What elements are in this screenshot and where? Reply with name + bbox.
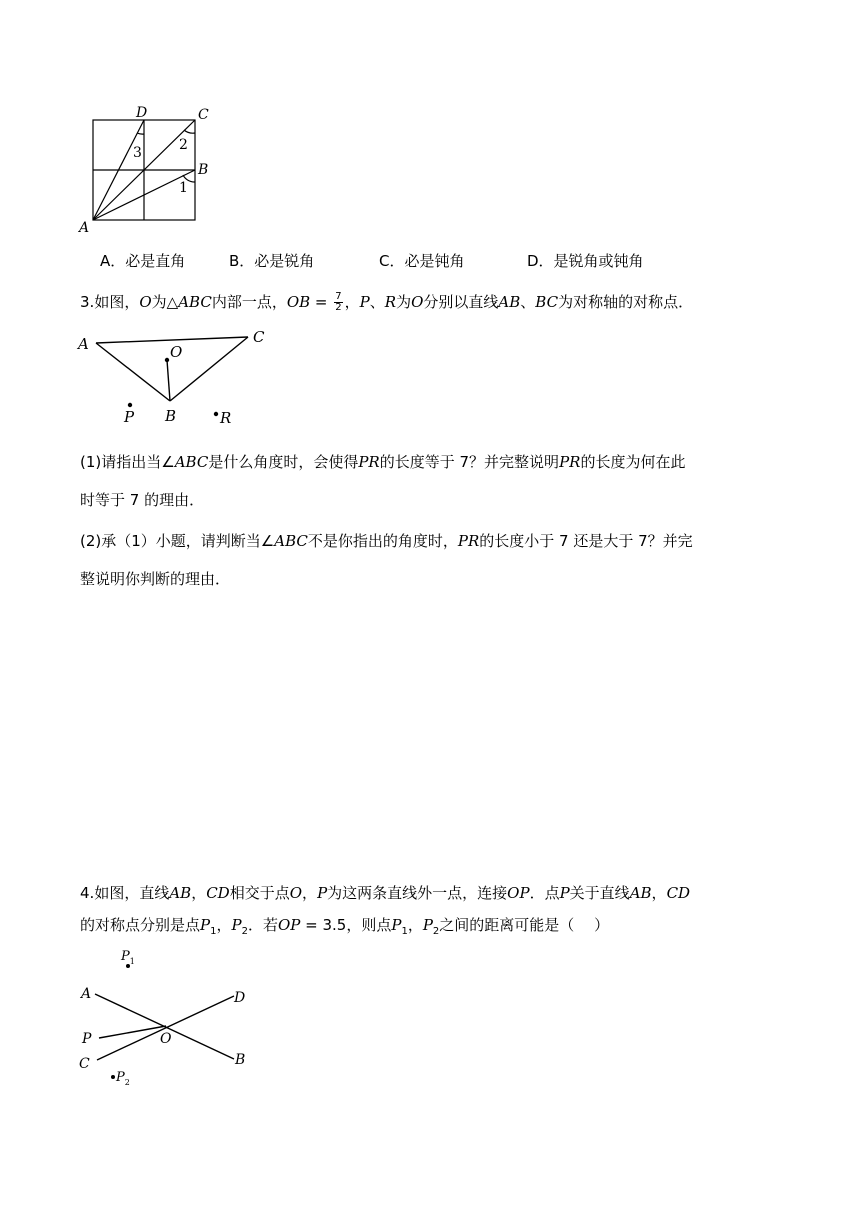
text: 、 bbox=[369, 293, 385, 311]
text: ．若 bbox=[247, 916, 278, 934]
label-D: D bbox=[234, 990, 246, 1006]
label-O: O bbox=[160, 1031, 172, 1047]
text: 是什么角度时，会使得 bbox=[208, 453, 359, 471]
subscript: 1 bbox=[210, 926, 217, 937]
subscript: 2 bbox=[241, 926, 248, 937]
label-D: D bbox=[136, 105, 148, 121]
text: ， bbox=[216, 916, 232, 934]
math-AB: AB bbox=[498, 293, 521, 311]
text: 的长度小于 7 还是大于 7？并完 bbox=[479, 532, 693, 550]
math-AB: AB bbox=[629, 884, 652, 902]
math-P: P bbox=[231, 916, 242, 934]
math-P: P bbox=[317, 884, 328, 902]
angle-label-2: 2 bbox=[179, 137, 188, 153]
point-R bbox=[214, 412, 218, 416]
math-OB: OB bbox=[286, 293, 311, 311]
option-d[interactable]: D．是锐角或钝角 bbox=[527, 252, 644, 270]
label-P1: $P_1$ bbox=[121, 949, 135, 966]
point-O bbox=[165, 358, 169, 362]
text: 之间的距离可能是（ ） bbox=[439, 916, 610, 934]
q2-options-row bbox=[100, 250, 644, 272]
intersecting-lines-figure bbox=[76, 940, 256, 1095]
label-A: A bbox=[78, 335, 89, 353]
math-CD: CD bbox=[666, 884, 691, 902]
text: ， bbox=[302, 884, 318, 902]
label-A: A bbox=[79, 220, 90, 236]
text: ， bbox=[191, 884, 207, 902]
text: 不是你指出的角度时， bbox=[307, 532, 458, 550]
math-PR: PR bbox=[457, 532, 480, 550]
math-P: P bbox=[559, 884, 570, 902]
math-OP: OP bbox=[277, 916, 301, 934]
q4-stem-line1 bbox=[80, 882, 690, 904]
q3-part1-line2 bbox=[80, 489, 204, 511]
text: 如图，直线 bbox=[94, 884, 170, 902]
fraction-numerator: 7 bbox=[335, 291, 342, 302]
text: 为这两条直线外一点，连接 bbox=[327, 884, 508, 902]
option-a[interactable]: A．必是直角 bbox=[100, 252, 186, 270]
math-P: P bbox=[359, 293, 370, 311]
text: (1)请指出当∠ bbox=[80, 453, 175, 471]
math-O: O bbox=[289, 884, 303, 902]
math-P: P bbox=[200, 916, 211, 934]
q4-stem-line2 bbox=[80, 914, 609, 943]
math-O: O bbox=[139, 293, 152, 311]
math-ABC: ABC bbox=[174, 453, 209, 471]
label-C: C bbox=[79, 1056, 90, 1072]
question-number: 3. bbox=[80, 293, 95, 311]
point-P2 bbox=[111, 1075, 115, 1079]
math-PR: PR bbox=[559, 453, 581, 471]
label-P2: $P_2$ bbox=[116, 1070, 130, 1087]
q3-part1-line1 bbox=[80, 451, 685, 473]
text: (2)承（1）小题，请判断当∠ bbox=[80, 532, 275, 550]
text: = bbox=[310, 293, 333, 311]
text: 关于直线 bbox=[569, 884, 630, 902]
text: ， bbox=[407, 916, 423, 934]
math-AB: AB bbox=[169, 884, 192, 902]
text: = 3.5，则点 bbox=[300, 916, 392, 934]
label-B: B bbox=[198, 162, 209, 178]
math-PR: PR bbox=[358, 453, 380, 471]
q3-stem bbox=[80, 291, 693, 313]
label-C: C bbox=[198, 107, 209, 123]
question-number: 4. bbox=[80, 884, 95, 902]
text: 如图， bbox=[94, 293, 140, 311]
text: 相交于点 bbox=[229, 884, 290, 902]
fraction-denominator: 2 bbox=[335, 302, 342, 313]
point-P bbox=[128, 403, 132, 407]
text: ， bbox=[344, 293, 360, 311]
math-O: O bbox=[411, 293, 424, 311]
text: 的长度等于 7？并完整说明 bbox=[379, 453, 560, 471]
math-BC: BC bbox=[535, 293, 559, 311]
text: 内部一点， bbox=[211, 293, 287, 311]
grid-angle-figure bbox=[76, 100, 216, 240]
label-P: P bbox=[124, 408, 135, 426]
text: 、 bbox=[520, 293, 536, 311]
text: 为 bbox=[396, 293, 412, 311]
label-B: B bbox=[235, 1052, 246, 1068]
angle-label-1: 1 bbox=[179, 180, 188, 196]
label-O: O bbox=[170, 343, 183, 361]
text: 整说明你判断的理由． bbox=[80, 570, 231, 588]
math-P: P bbox=[391, 916, 402, 934]
text: 时等于 7 的理由． bbox=[80, 491, 205, 509]
subscript: 2 bbox=[432, 926, 440, 937]
math-ABC: ABC bbox=[274, 532, 308, 550]
label-C: C bbox=[253, 328, 265, 346]
label-B: B bbox=[165, 407, 177, 425]
label-P: P bbox=[82, 1031, 92, 1047]
q3-part2-line1 bbox=[80, 530, 693, 552]
math-OP: OP bbox=[507, 884, 530, 902]
triangle-figure bbox=[74, 325, 274, 435]
text: ， bbox=[651, 884, 667, 902]
label-A: A bbox=[81, 986, 92, 1002]
text: 为△ bbox=[151, 293, 179, 311]
text: 的对称点分别是点 bbox=[80, 916, 201, 934]
option-c[interactable]: C．必是钝角 bbox=[379, 252, 465, 270]
text: ．点 bbox=[529, 884, 560, 902]
math-P: P bbox=[422, 916, 433, 934]
option-b[interactable]: B．必是锐角 bbox=[229, 252, 315, 270]
math-R: R bbox=[384, 293, 397, 311]
text: 分别以直线 bbox=[423, 293, 499, 311]
fraction bbox=[334, 292, 342, 313]
text: 的长度为何在此 bbox=[580, 453, 686, 471]
q3-part2-line2 bbox=[80, 568, 230, 590]
angle-label-3: 3 bbox=[133, 145, 142, 161]
label-R: R bbox=[220, 409, 232, 427]
subscript: 1 bbox=[401, 926, 408, 937]
math-CD: CD bbox=[206, 884, 230, 902]
math-ABC: ABC bbox=[178, 293, 212, 311]
text: 为对称轴的对称点． bbox=[558, 293, 694, 311]
